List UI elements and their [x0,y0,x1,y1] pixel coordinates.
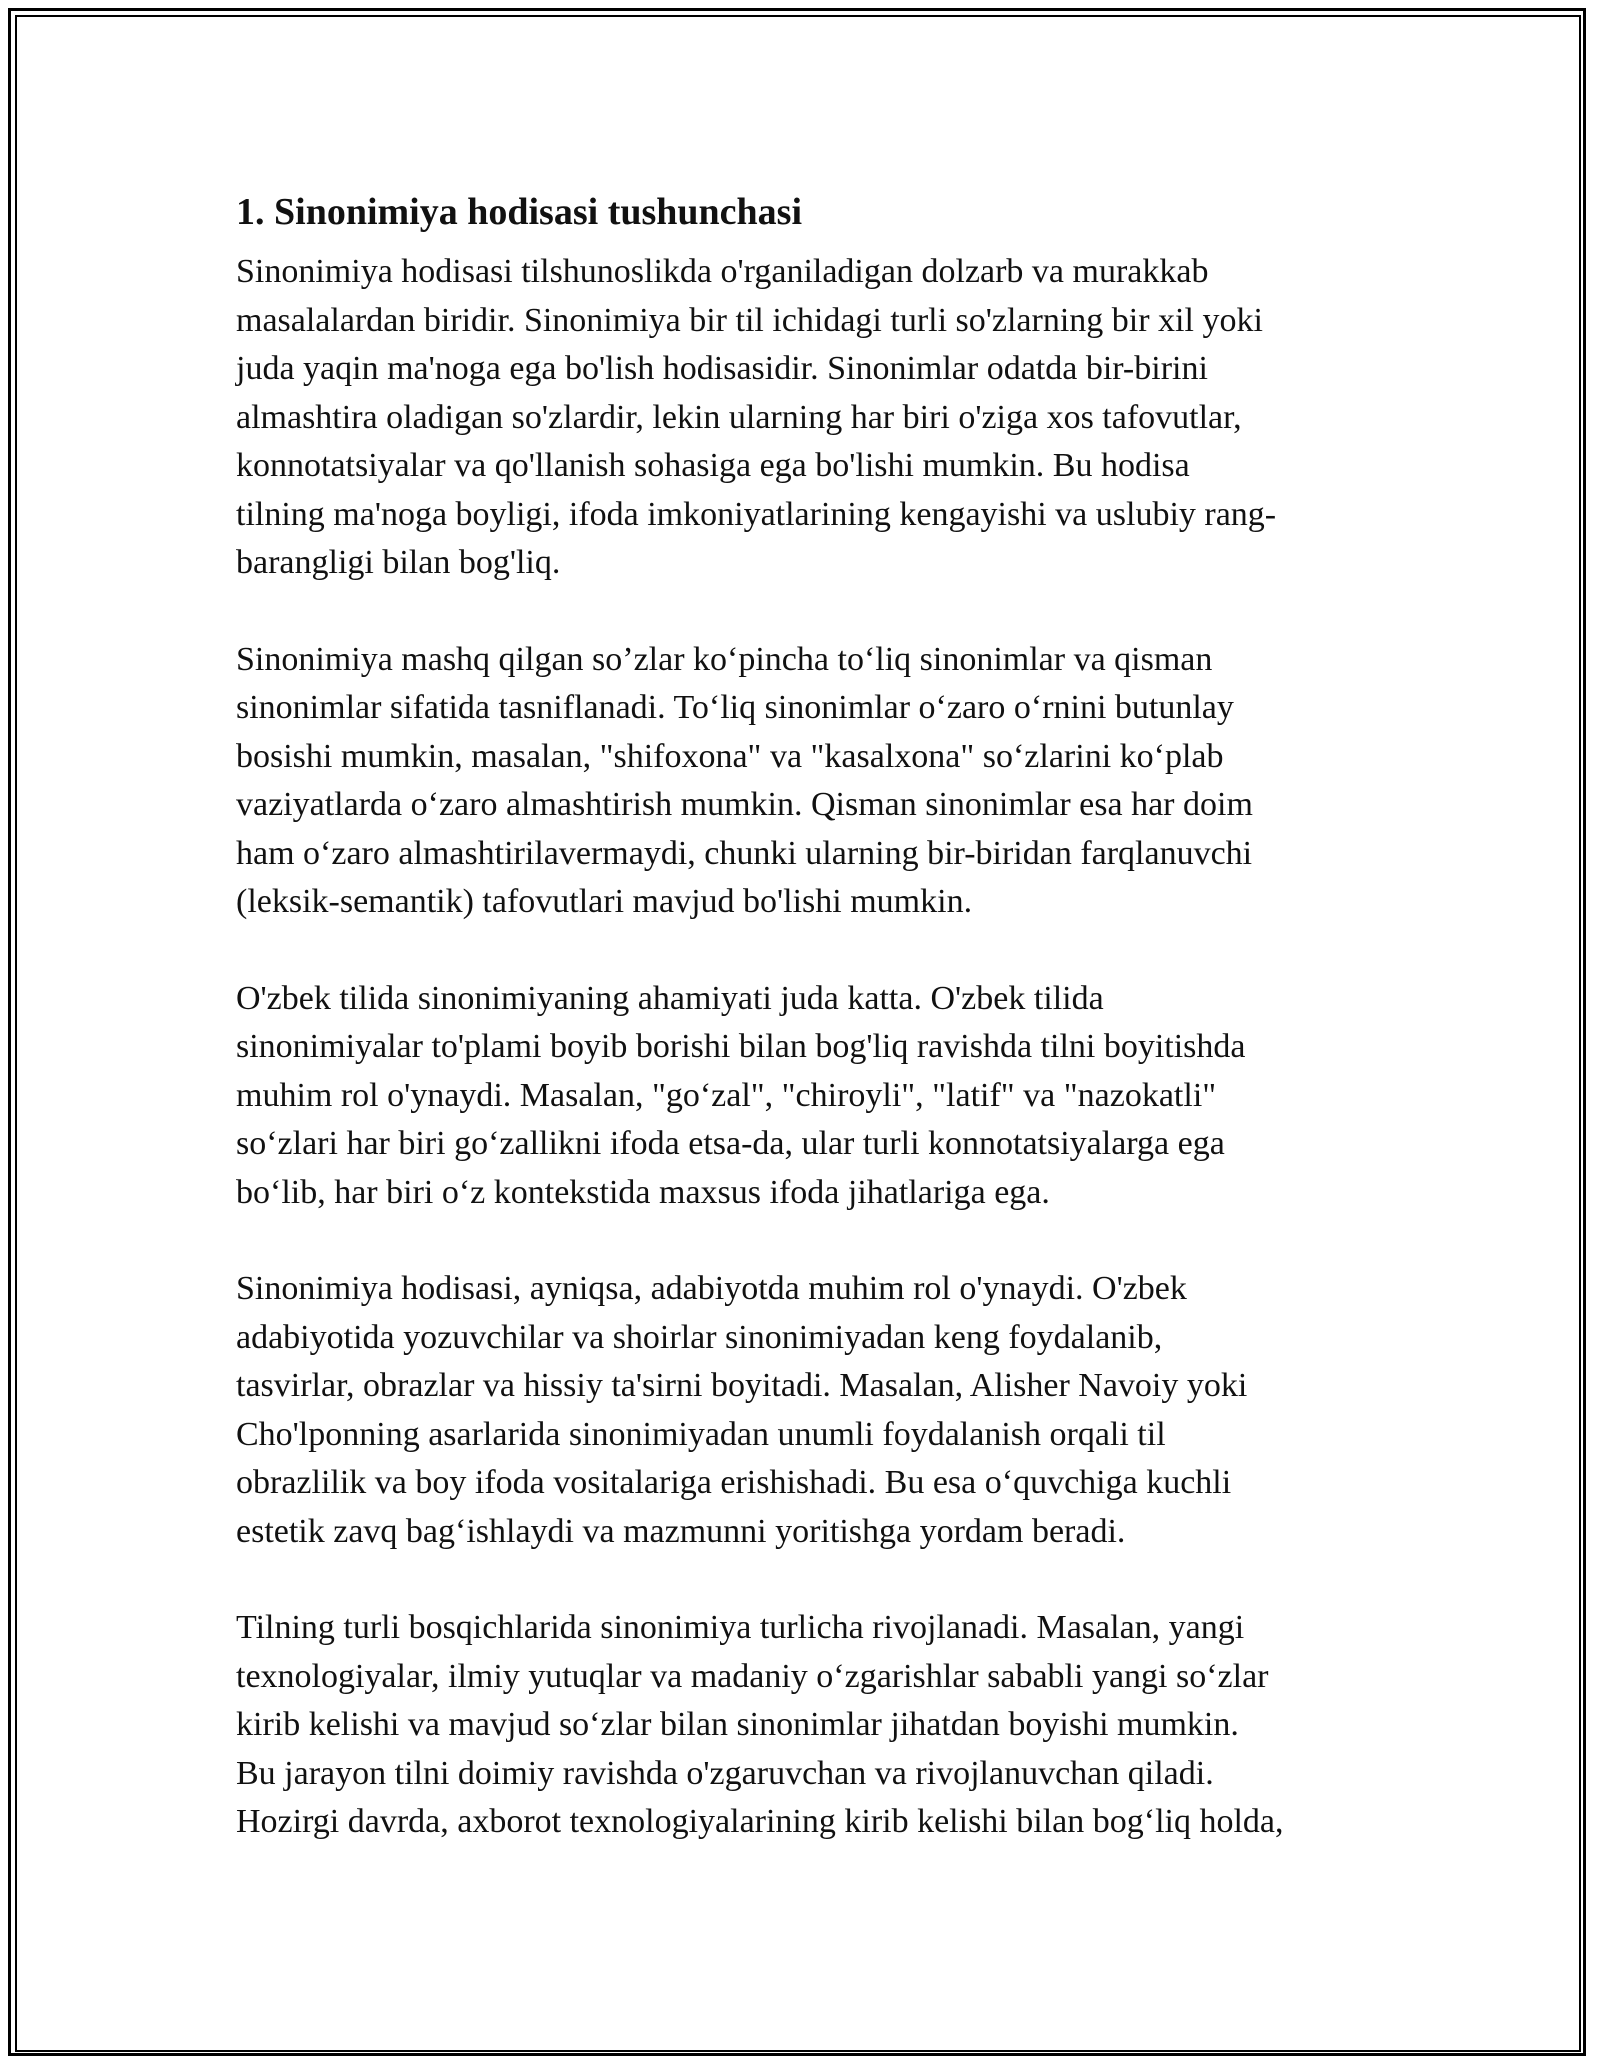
text-line: kirib kelishi va mavjud so‘zlar bilan sinonimlar jihatdan boyishi mumkin. [236,1706,1239,1743]
text-line: tilning ma'noga boyligi, ifoda imkoniyatlarining kengayishi va uslubiy rang- [236,495,1277,533]
text-line: masalalardan biridir. Sinonimiya bir til ichidagi turli so'zlarning bir xil yoki [236,301,1263,339]
paragraph [236,1604,1386,1847]
text-line: bo‘lib, har biri o‘z kontekstida maxsus ifoda jihatlariga ega. [236,1173,1050,1211]
text-line: Hozirgi davrda, axborot texnologiyalarining kirib kelishi bilan bog‘liq holda, [236,1803,1284,1840]
text-line: Sinonimiya hodisasi, ayniqsa, adabiyotda muhim rol o'ynaydi. O'zbek [236,1270,1187,1307]
text-line: texnologiyalar, ilmiy yutuqlar va madaniy o‘zgarishlar sababli yangi so‘zlar [236,1657,1269,1695]
text-line: adabiyotida yozuvchilar va shoirlar sinonimiyadan keng foydalanib, [236,1318,1163,1356]
paragraph-list [236,248,1386,1847]
text-line: vaziyatlarda o‘zaro almashtirish mumkin. Qisman sinonimlar esa har doim [236,786,1253,823]
paragraph [236,1265,1386,1556]
text-line: almashtira oladigan so'zlardir, lekin ularning har biri o'ziga xos tafovutlar, [236,398,1242,436]
text-line: (leksik-semantik) tafovutlari mavjud bo'lishi mumkin. [236,883,973,920]
text-line: Sinonimiya hodisasi tilshunoslikda o'rganiladigan dolzarb va murakkab [236,253,1209,290]
text-line: estetik zavq bag‘ishlaydi va mazmunni yoritishga yordam beradi. [236,1512,1126,1550]
text-line: Tilning turli bosqichlarida sinonimiya turlicha rivojlanadi. Masalan, yangi [236,1609,1245,1646]
text-line: obrazlilik va boy ifoda vositalariga erishishadi. Bu esa o‘quvchiga kuchli [236,1464,1232,1501]
text-line: so‘zlari har biri go‘zallikni ifoda etsa-da, ular turli konnotatsiyalarga ega [236,1125,1225,1162]
text-line: Cho'lponning asarlarida sinonimiyadan unumli foydalanish orqali til [236,1415,1166,1453]
text-line: barangligi bilan bog'liq. [236,544,561,581]
text-line: Bu jarayon tilni doimiy ravishda o'zgaruvchan va rivojlanuvchan qiladi. [236,1754,1214,1792]
text-line: muhim rol o'ynaydi. Masalan, "go‘zal", "chiroyli", "latif" va "nazokatli" [236,1076,1217,1114]
text-line: tasvirlar, obrazlar va hissiy ta'sirni boyitadi. Masalan, Alisher Navoiy yoki [236,1367,1248,1404]
text-line: O'zbek tilida sinonimiyaning ahamiyati juda katta. O'zbek tilida [236,979,1104,1017]
paragraph [236,975,1386,1218]
text-line: bosishi mumkin, masalan, "shifoxona" va "kasalxona" so‘zlarini ko‘plab [236,737,1224,775]
text-line: juda yaqin ma'noga ega bo'lish hodisasidir. Sinonimlar odatda bir-birini [236,350,1208,387]
paragraph [236,636,1386,927]
paragraph [236,248,1386,588]
text-line: ham o‘zaro almashtirilavermaydi, chunki ularning bir-biridan farqlanuvchi [236,834,1253,872]
text-line: sinonimiyalar to'plami boyib borishi bilan bog'liq ravishda tilni boyitishda [236,1028,1246,1065]
section-title: 1. Sinonimiya hodisasi tushunchasi [236,191,803,233]
document-body [236,188,1386,1895]
text-line: Sinonimiya mashq qilgan so’zlar ko‘pincha to‘liq sinonimlar va qisman [236,640,1213,678]
text-line: sinonimlar sifatida tasniflanadi. To‘liq sinonimlar o‘zaro o‘rnini butunlay [236,689,1234,726]
text-line: konnotatsiyalar va qo'llanish sohasiga ega bo'lishi mumkin. Bu hodisa [236,447,1190,484]
